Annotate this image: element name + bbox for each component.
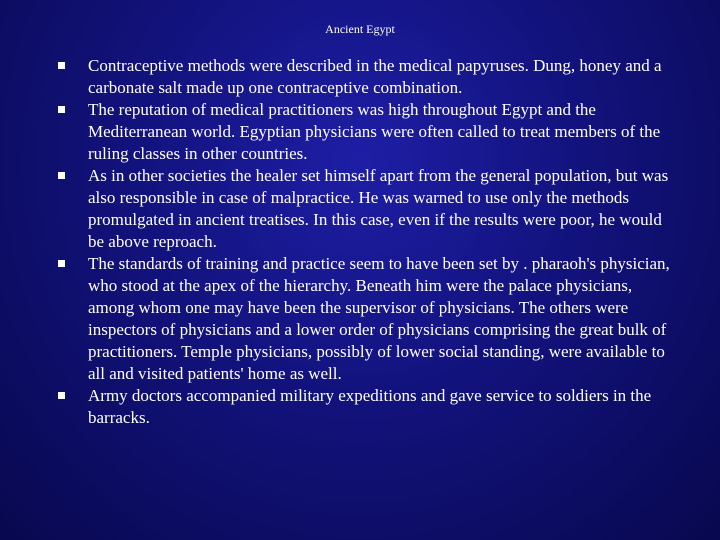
bullet-list <box>55 55 675 429</box>
square-bullet-icon <box>58 260 65 267</box>
bullet-text: The reputation of medical practitioners was high throughout Egypt and the Mediterranean world. Egyptian physicians were often called to treat members of the ruling classes in other countries. <box>88 100 661 163</box>
bullet-text: The standards of training and practice seem to have been set by . pharaoh's physician, who stood at the apex of the hierarchy. Beneath him were the palace physicians, among whom one may have been the supervisor of physicians. The others were inspectors of physicians and a lower order of physicians comprising the great bulk of practitioners. Temple physicians, possibly of lower social standing, were available to all and visited patients' home as well. <box>88 254 670 383</box>
bullet-item <box>55 99 675 165</box>
bullet-text: Army doctors accompanied military expeditions and gave service to soldiers in the barracks. <box>88 386 652 427</box>
bullet-text: Contraceptive methods were described in the medical papyruses. Dung, honey and a carbonate salt made up one contraceptive combination. <box>88 56 662 97</box>
bullet-item <box>55 253 675 385</box>
bullet-item <box>55 385 675 429</box>
bullet-item <box>55 55 675 99</box>
bullet-text: As in other societies the healer set himself apart from the general population, but was also responsible in case of malpractice. He was warned to use only the methods promulgated in ancient treatises. In this case, even if the results were poor, he would be above reproach. <box>88 166 669 251</box>
square-bullet-icon <box>58 392 65 399</box>
slide-title: Ancient Egypt <box>325 22 395 36</box>
bullet-item <box>55 165 675 253</box>
square-bullet-icon <box>58 62 65 69</box>
square-bullet-icon <box>58 172 65 179</box>
square-bullet-icon <box>58 106 65 113</box>
